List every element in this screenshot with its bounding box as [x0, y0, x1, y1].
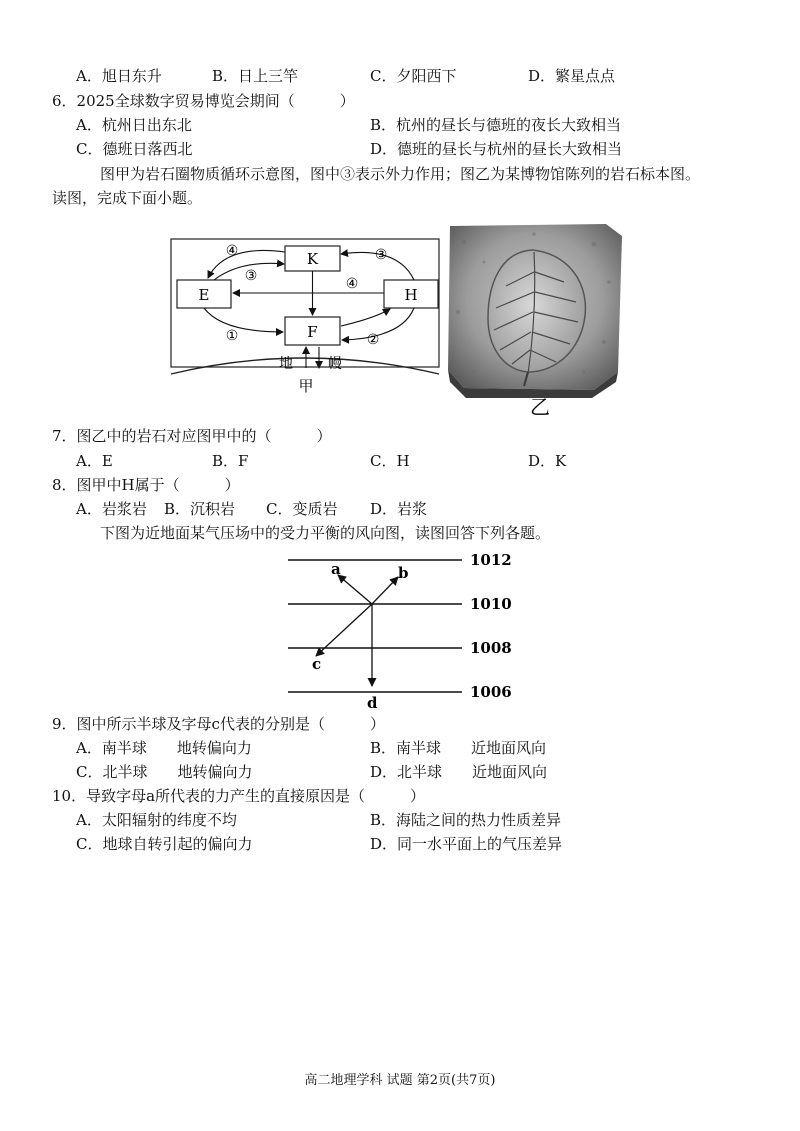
rock-cycle-diagram [170, 236, 442, 396]
label-3-right: ③ [374, 247, 388, 263]
arrow-e-to-f [204, 308, 283, 332]
q5-option-d: D．繁星点点 [528, 67, 616, 85]
ground-label-di: 地 [279, 356, 293, 372]
q9-option-c: C．北半球 地转偏向力 [76, 763, 253, 781]
q5-option-b: B．日上三竿 [212, 67, 299, 85]
box-f-label: F [307, 323, 318, 341]
arrow-a [338, 575, 372, 604]
q9-option-a: A．南半球 地转偏向力 [76, 739, 252, 757]
q6-option-c: C．德班日落西北 [76, 140, 193, 158]
q10-option-c: C．地球自转引起的偏向力 [76, 835, 253, 853]
q8-option-d: D．岩浆 [370, 500, 428, 518]
q6-stem: 6．2025全球数字贸易博览会期间（ ） [52, 92, 355, 110]
q6-option-a: A．杭州日出东北 [76, 116, 192, 134]
q7-option-a: A．E [76, 452, 113, 470]
q8-option-b: B．沉积岩 [164, 500, 236, 518]
label-3-left: ③ [244, 268, 258, 284]
q7-stem: 7．图乙中的岩石对应图甲中的（ ） [52, 427, 332, 445]
isobar-1010-label: 1010 [470, 595, 512, 613]
q6-option-b: B．杭州的昼长与德班的夜长大致相当 [370, 116, 622, 134]
q6-option-d: D．德班的昼长与杭州的昼长大致相当 [370, 140, 623, 158]
arrow-b-label: b [398, 564, 409, 582]
q10-option-b: B．海陆之间的热力性质差异 [370, 811, 562, 829]
box-e-label: E [198, 286, 210, 304]
q9-option-b: B．南半球 近地面风向 [370, 739, 547, 757]
leaf-fossil-photo [444, 222, 626, 418]
q7-option-c: C．H [370, 452, 410, 470]
q10-option-d: D．同一水平面上的气压差异 [370, 835, 563, 853]
wind-force-diagram [280, 545, 520, 710]
label-4-right: ④ [345, 276, 359, 292]
q5-option-a: A．旭日东升 [76, 67, 162, 85]
box-k-label: K [306, 250, 319, 268]
ground-label-man: 幔 [328, 356, 342, 372]
isobar-1008-label: 1008 [470, 639, 512, 657]
q8-option-c: C．变质岩 [266, 500, 338, 518]
figure-jia-caption: 甲 [298, 377, 314, 395]
arrow-f-to-h [341, 309, 390, 326]
mantle-arc [171, 358, 439, 374]
arrow-b [372, 577, 398, 604]
arrow-d-label: d [367, 694, 378, 710]
q7-option-d: D．K [528, 452, 567, 470]
q10-stem: 10．导致字母a所代表的力产生的直接原因是（ ） [52, 787, 426, 805]
label-1: ① [225, 328, 239, 344]
label-4-left: ④ [225, 243, 239, 259]
label-2: ② [366, 332, 380, 348]
q9-option-d: D．北半球 近地面风向 [370, 763, 548, 781]
q8-stem: 8．图甲中H属于（ ） [52, 476, 240, 494]
figure-yi-caption: 乙 [530, 395, 550, 418]
intro2-line1: 下图为近地面某气压场中的受力平衡的风向图，读图回答下列各题。 [100, 524, 551, 542]
page-footer: 高二地理学科 试题 第2页(共7页) [304, 1073, 496, 1088]
intro1-line1: 图甲为岩石圈物质循环示意图，图中③表示外力作用；图乙为某博物馆陈列的岩石标本图。 [100, 165, 701, 183]
q9-stem: 9．图中所示半球及字母c代表的分别是（ ） [52, 715, 385, 733]
isobar-1006-label: 1006 [470, 683, 512, 701]
arrow-a-label: a [331, 560, 341, 578]
box-h-label: H [404, 286, 418, 304]
q5-option-c: C．夕阳西下 [370, 67, 457, 85]
q7-option-b: B．F [212, 452, 249, 470]
arrow-c-label: c [312, 655, 322, 673]
intro1-line2: 读图，完成下面小题。 [52, 189, 203, 207]
q8-option-a: A．岩浆岩 [76, 500, 147, 518]
isobar-1012-label: 1012 [470, 551, 512, 569]
q10-option-a: A．太阳辐射的纬度不均 [76, 811, 237, 829]
